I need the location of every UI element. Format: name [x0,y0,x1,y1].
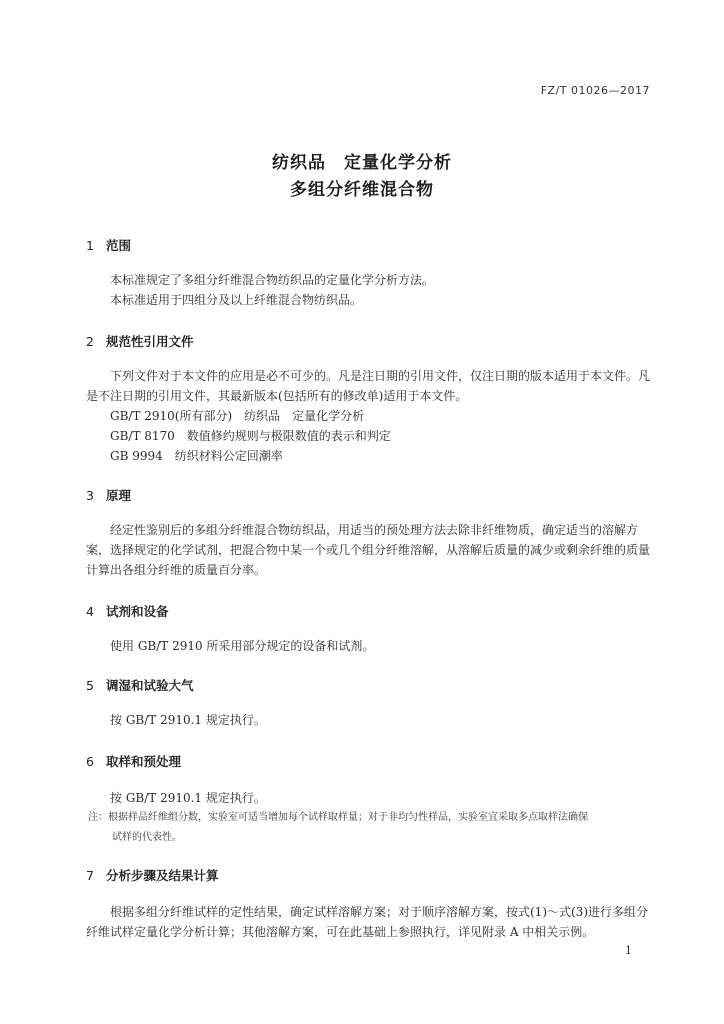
note-line: 注：根据样品纤维组分数，实验室可适当增加每个试样取样量；对于非均匀性样品，实验室宜采取多点取样法确保 [88,812,588,823]
section-number: 2 [86,334,94,349]
section-title: 试剂和设备 [106,604,169,619]
section-6-heading [86,752,181,770]
section-number: 7 [86,868,94,883]
note-line-continued: 试样的代表性。 [112,832,182,843]
document-title-line1: 纺织品 定量化学分析 [272,153,452,173]
section-number: 4 [86,604,94,619]
section-title: 范围 [106,238,132,253]
section-number: 3 [86,488,94,503]
scope-paragraph-1: 本标准规定了多组分纤维混合物纺织品的定量化学分析方法。 [110,273,435,287]
section-title: 调湿和试验大气 [106,678,194,693]
section-number: 5 [86,678,94,693]
section-title: 分析步骤及结果计算 [106,868,219,883]
reference-item: GB 9994 纺织材料公定回潮率 [110,449,283,463]
standard-code: FZ/T 01026—2017 [540,84,650,97]
page-number: 1 [625,944,632,957]
sampling-paragraph: 按 GB/T 2910.1 规定执行。 [110,791,266,805]
scope-paragraph-2: 本标准适用于四组分及以上纤维混合物纺织品。 [110,293,363,307]
section-5-heading [86,676,194,694]
conditioning-paragraph: 按 GB/T 2910.1 规定执行。 [110,713,266,727]
reagents-paragraph: 使用 GB/T 2910 所采用部分规定的设备和试剂。 [110,639,375,653]
section-4-heading [86,602,169,620]
section-title: 原理 [106,488,132,503]
section-7-heading [86,866,219,884]
analysis-paragraph: 根据多组分纤维试样的定性结果，确定试样溶解方案；对于顺序溶解方案，按式(1)～式(3)进行多组分纤维试样定量化学分析计算；其他溶解方案，可在此基础上参照执行，详见附录 A 中相关示例。 [86,905,648,939]
section-2-heading [86,332,194,350]
section-1-heading [86,236,131,254]
reference-item: GB/T 8170 数值修约规则与极限数值的表示和判定 [110,429,391,443]
document-title-line2: 多组分纤维混合物 [290,180,434,200]
section-3-heading [86,486,131,504]
reference-item: GB/T 2910(所有部分) 纺织品 定量化学分析 [110,409,365,423]
section-number: 6 [86,754,94,769]
sampling-note [88,808,654,848]
section-title: 规范性引用文件 [106,334,194,349]
references-intro: 下列文件对于本文件的应用是必不可少的。凡是注日期的引用文件，仅注日期的版本适用于本文件。凡是不注日期的引用文件，其最新版本(包括所有的修改单)适用于本文件。 [86,369,651,403]
section-title: 取样和预处理 [106,754,182,769]
principle-paragraph: 经定性鉴别后的多组分纤维混合物纺织品，用适当的预处理方法去除非纤维物质，确定适当的溶解方案，选择规定的化学试剂，把混合物中某一个或几个组分纤维溶解，从溶解后质量的减少或剩余纤维的质量计算出各组分纤维的质量百分率。 [86,523,651,577]
section-number: 1 [86,238,94,253]
